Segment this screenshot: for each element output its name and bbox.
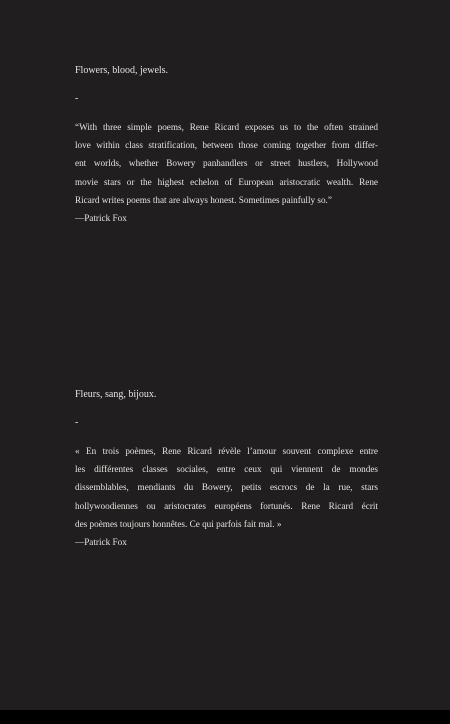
english-quote-line: “With three simple poems, Rene Ricard exposes us to the often strained [75, 122, 378, 132]
english-quote-line: love within class stratification, between those coming together from differ- [75, 140, 378, 151]
bottom-edge-band [0, 710, 450, 724]
english-quote-line: movie stars or the highest echelon of European aristocratic wealth. Rene [75, 176, 378, 187]
english-quote [75, 118, 378, 209]
french-separator: - [75, 417, 79, 428]
english-section [75, 64, 378, 227]
english-quote-line: ent worlds, whether Bowery panhandlers or street hustlers, Hollywood [75, 158, 378, 169]
french-quote-line: « En trois poèmes, Rene Ricard révèle l’amour souvent complexe entre [75, 446, 378, 456]
french-quote-line: les différentes classes sociales, entre ceux qui viennent de mondes [75, 464, 378, 475]
english-separator: - [75, 93, 79, 104]
french-quote [75, 442, 378, 533]
english-quote-line: Ricard writes poems that are always honest. Sometimes painfully so.” [75, 194, 332, 205]
french-title: Fleurs, sang, bijoux. [75, 389, 157, 400]
french-attribution: —Patrick Fox [75, 537, 127, 548]
french-quote-line: hollywoodiennes ou aristocrates européens fortunés. Rene Ricard écrit [75, 500, 378, 511]
english-title: Flowers, blood, jewels. [75, 65, 169, 76]
french-section [75, 388, 378, 551]
french-quote-line: dissemblables, mendiants du Bowery, petits escrocs de la rue, stars [75, 482, 378, 493]
french-quote-line: des poèmes toujours honnêtes. Ce qui parfois fait mal. » [75, 518, 282, 529]
english-attribution: —Patrick Fox [75, 213, 127, 224]
